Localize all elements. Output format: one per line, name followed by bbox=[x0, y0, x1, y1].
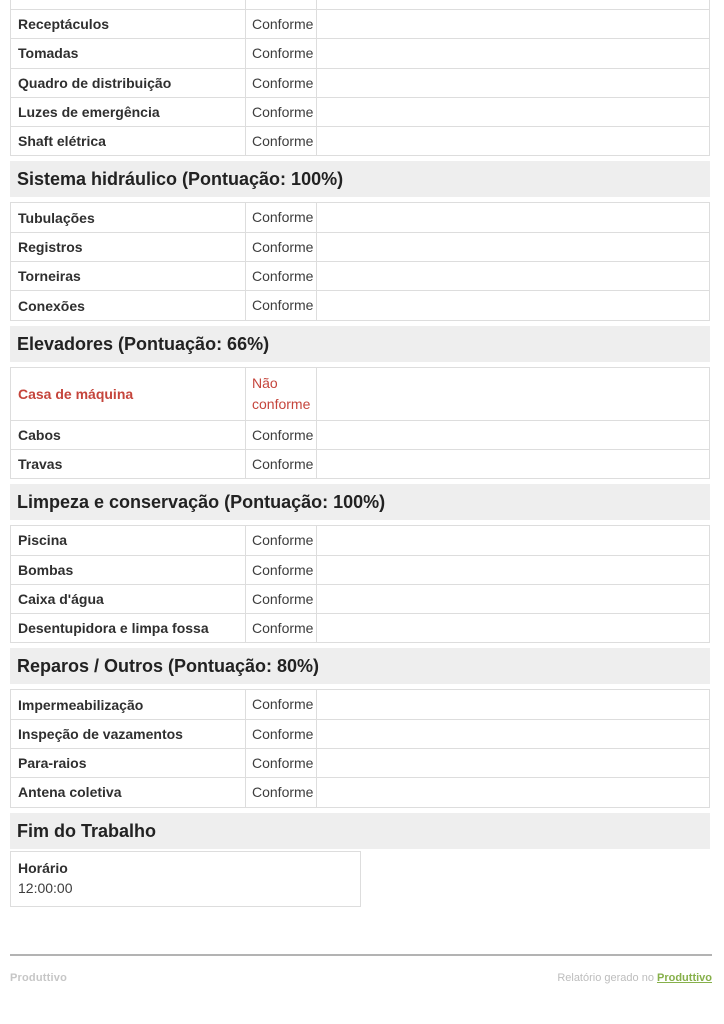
table-row bbox=[11, 585, 709, 614]
item-status: Não conforme bbox=[246, 368, 317, 420]
item-label: Conexões bbox=[11, 291, 246, 319]
item-label: Desentupidora e limpa fossa bbox=[11, 614, 246, 642]
table-row bbox=[11, 127, 709, 156]
item-label: Para-raios bbox=[11, 749, 246, 777]
item-status: Conforme bbox=[246, 690, 317, 718]
item-status: Conforme bbox=[246, 291, 317, 319]
item-notes-cell bbox=[317, 749, 709, 777]
item-notes-cell bbox=[317, 720, 709, 748]
item-label: Registros bbox=[11, 233, 246, 261]
item-label: Tubulações bbox=[11, 203, 246, 231]
item-status: Conforme bbox=[246, 526, 317, 554]
table-row bbox=[11, 203, 709, 232]
item-label: Impermeabilização bbox=[11, 690, 246, 718]
item-notes-cell bbox=[317, 203, 709, 231]
item-label: Piscina bbox=[11, 526, 246, 554]
item-notes-cell bbox=[317, 778, 709, 806]
table-row bbox=[11, 778, 709, 807]
footer-produttivo-link[interactable]: Produttivo bbox=[657, 972, 712, 984]
item-status: Conforme bbox=[246, 778, 317, 806]
item-status: Conforme bbox=[246, 585, 317, 613]
item-label: Shaft elétrica bbox=[11, 127, 246, 155]
footer-generated-text bbox=[557, 972, 712, 984]
table-row bbox=[11, 690, 709, 719]
table-row bbox=[11, 421, 709, 450]
item-label: Inspeção de vazamentos bbox=[11, 720, 246, 748]
item-status: Conforme bbox=[246, 69, 317, 97]
item-notes-cell bbox=[317, 526, 709, 554]
footer-brand-label: Produttivo bbox=[10, 972, 67, 984]
item-notes-cell bbox=[317, 98, 709, 126]
checklist-table-hidraulico bbox=[10, 202, 710, 320]
table-row bbox=[11, 749, 709, 778]
table-row bbox=[11, 526, 709, 555]
item-status: Conforme bbox=[246, 749, 317, 777]
report-page bbox=[10, 0, 710, 907]
section-header-reparos: Reparos / Outros (Pontuação: 80%) bbox=[10, 648, 710, 684]
section-header-sistema-hidraulico: Sistema hidráulico (Pontuação: 100%) bbox=[10, 161, 710, 197]
section-header-elevadores: Elevadores (Pontuação: 66%) bbox=[10, 326, 710, 362]
table-row bbox=[11, 233, 709, 262]
item-notes-cell bbox=[317, 585, 709, 613]
item-status: Conforme bbox=[246, 450, 317, 478]
horario-value: 12:00:00 bbox=[18, 879, 73, 896]
item-notes-cell bbox=[317, 614, 709, 642]
item-label: Caixa d'água bbox=[11, 585, 246, 613]
item-label: Antena coletiva bbox=[11, 778, 246, 806]
item-notes-cell bbox=[317, 233, 709, 261]
section-header-limpeza: Limpeza e conservação (Pontuação: 100%) bbox=[10, 484, 710, 520]
item-status: Conforme bbox=[246, 98, 317, 126]
item-status: Conforme bbox=[246, 556, 317, 584]
table-row bbox=[11, 262, 709, 291]
item-notes-cell bbox=[317, 291, 709, 319]
item-notes-cell bbox=[317, 10, 709, 38]
checklist-table-electric bbox=[10, 0, 710, 156]
item-label-cell bbox=[11, 0, 246, 9]
item-status: Conforme bbox=[246, 421, 317, 449]
item-status: Conforme bbox=[246, 127, 317, 155]
table-row bbox=[11, 556, 709, 585]
item-notes-cell bbox=[317, 690, 709, 718]
report-footer bbox=[10, 954, 712, 984]
horario-field bbox=[10, 851, 361, 907]
item-notes-cell bbox=[317, 39, 709, 67]
item-notes-cell bbox=[317, 262, 709, 290]
table-row bbox=[11, 614, 709, 643]
table-row bbox=[11, 98, 709, 127]
item-status-cell bbox=[246, 0, 317, 9]
item-label: Receptáculos bbox=[11, 10, 246, 38]
checklist-table-elevadores bbox=[10, 367, 710, 480]
table-row bbox=[11, 720, 709, 749]
item-status: Conforme bbox=[246, 614, 317, 642]
item-notes-cell bbox=[317, 0, 709, 9]
item-notes-cell bbox=[317, 556, 709, 584]
item-label: Torneiras bbox=[11, 262, 246, 290]
table-row bbox=[11, 291, 709, 320]
item-label: Luzes de emergência bbox=[11, 98, 246, 126]
item-status: Conforme bbox=[246, 10, 317, 38]
item-notes-cell bbox=[317, 127, 709, 155]
item-notes-cell bbox=[317, 421, 709, 449]
checklist-table-limpeza bbox=[10, 525, 710, 643]
table-row bbox=[11, 450, 709, 479]
table-row bbox=[11, 69, 709, 98]
item-label: Travas bbox=[11, 450, 246, 478]
table-row bbox=[11, 39, 709, 68]
item-label: Casa de máquina bbox=[11, 368, 246, 420]
item-label: Quadro de distribuição bbox=[11, 69, 246, 97]
item-notes-cell bbox=[317, 450, 709, 478]
item-notes-cell bbox=[317, 368, 709, 420]
table-row-nonconform bbox=[11, 368, 709, 421]
footer-generated-prefix: Relatório gerado no bbox=[557, 972, 654, 984]
checklist-table-reparos bbox=[10, 689, 710, 807]
section-header-fim-do-trabalho: Fim do Trabalho bbox=[10, 813, 710, 849]
item-status: Conforme bbox=[246, 720, 317, 748]
item-status: Conforme bbox=[246, 262, 317, 290]
horario-label: Horário bbox=[18, 859, 68, 876]
item-label: Tomadas bbox=[11, 39, 246, 67]
table-row-clipped bbox=[11, 0, 709, 10]
item-label: Bombas bbox=[11, 556, 246, 584]
item-label: Cabos bbox=[11, 421, 246, 449]
item-notes-cell bbox=[317, 69, 709, 97]
item-status: Conforme bbox=[246, 203, 317, 231]
item-status: Conforme bbox=[246, 233, 317, 261]
item-status: Conforme bbox=[246, 39, 317, 67]
table-row bbox=[11, 10, 709, 39]
